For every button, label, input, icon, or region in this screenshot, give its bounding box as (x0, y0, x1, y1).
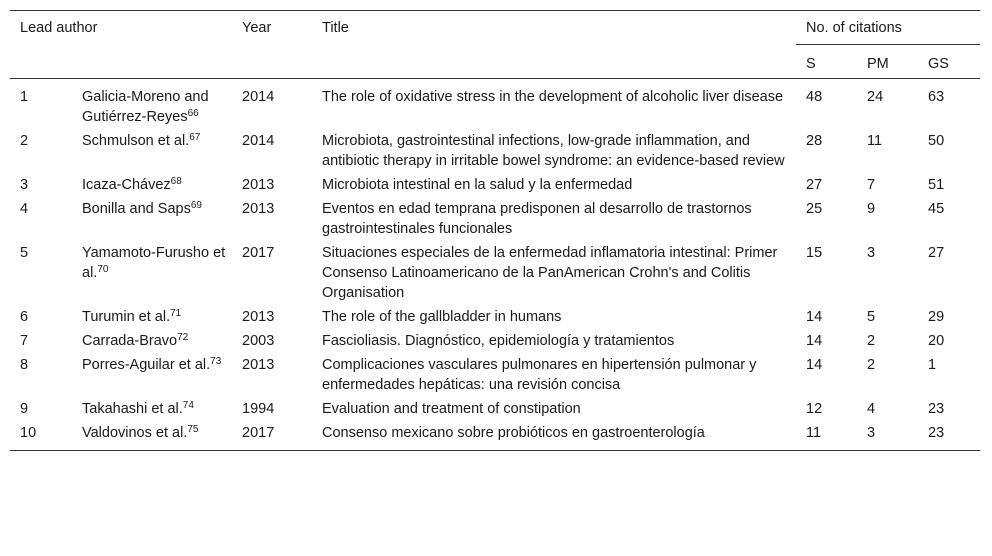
title-cell: Complicaciones vasculares pulmonares en hipertensión pulmonar y enfermedades hepáticas: una revisión concisa (322, 357, 757, 393)
header-lead-author: Lead author (10, 11, 232, 45)
header-citations: No. of citations (796, 11, 980, 45)
author-name: Icaza-Chávez (82, 177, 171, 193)
table-row (10, 353, 980, 397)
year-cell: 2013 (242, 201, 275, 217)
reference-number: 68 (170, 176, 182, 187)
author-cell (72, 329, 232, 353)
header-row-top (10, 11, 980, 45)
table-row (10, 329, 980, 353)
table-row (10, 197, 980, 241)
table-row (10, 421, 980, 451)
table-row (10, 397, 980, 421)
citations-table-container (10, 10, 980, 451)
year-cell: 2014 (242, 133, 275, 149)
gs-count-cell: 27 (928, 245, 945, 261)
reference-number: 70 (97, 264, 109, 275)
s-count-cell: 48 (806, 89, 823, 105)
citations-table (10, 10, 980, 451)
author-cell (72, 397, 232, 421)
year-cell: 2017 (242, 245, 275, 261)
pm-count-cell: 7 (867, 177, 876, 193)
header-gs: GS (918, 45, 980, 79)
header-s: S (796, 45, 857, 79)
s-count-cell: 25 (806, 201, 823, 217)
s-count-cell: 11 (796, 421, 857, 451)
pm-count-cell: 3 (857, 421, 918, 451)
year-cell: 2017 (232, 421, 312, 451)
author-cell (72, 129, 232, 173)
header-year: Year (232, 11, 312, 45)
title-cell: Evaluation and treatment of constipation (322, 401, 581, 417)
gs-count-cell: 50 (928, 133, 945, 149)
row-number: 7 (20, 333, 29, 349)
reference-number: 69 (190, 200, 202, 211)
s-count-cell: 14 (806, 309, 823, 325)
row-number: 10 (10, 421, 72, 451)
title-cell: Situaciones especiales de la enfermedad inflamatoria intestinal: Primer Consenso Latinoamericano de la PanAmerican Crohn's and Colitis Organisation (322, 245, 778, 301)
title-cell: The role of oxidative stress in the development of alcoholic liver disease (322, 89, 784, 105)
row-number: 1 (20, 89, 29, 105)
row-number: 9 (20, 401, 29, 417)
author-cell (72, 305, 232, 329)
gs-count-cell: 23 (928, 401, 945, 417)
gs-count-cell: 1 (928, 357, 937, 373)
s-count-cell: 28 (806, 133, 823, 149)
table-row (10, 241, 980, 305)
author-name: Galicia-Moreno and Gutiérrez-Reyes (82, 89, 209, 125)
header-title: Title (312, 11, 796, 45)
header-pm: PM (857, 45, 918, 79)
s-count-cell: 27 (806, 177, 823, 193)
pm-count-cell: 2 (867, 357, 876, 373)
reference-number: 67 (189, 132, 201, 143)
reference-number: 74 (182, 400, 194, 411)
row-number: 5 (20, 245, 29, 261)
author-cell (72, 421, 232, 451)
s-count-cell: 15 (806, 245, 823, 261)
gs-count-cell: 51 (928, 177, 945, 193)
title-cell: Eventos en edad temprana predisponen al desarrollo de trastornos gastrointestinales funcionales (322, 201, 752, 237)
table-row (10, 305, 980, 329)
pm-count-cell: 2 (867, 333, 876, 349)
s-count-cell: 14 (806, 333, 823, 349)
author-cell (72, 79, 232, 130)
row-number: 3 (20, 177, 29, 193)
title-cell: Microbiota intestinal en la salud y la enfermedad (322, 177, 633, 193)
reference-number: 75 (187, 424, 199, 435)
pm-count-cell: 5 (867, 309, 876, 325)
pm-count-cell: 9 (867, 201, 876, 217)
row-number: 2 (20, 133, 29, 149)
gs-count-cell: 20 (928, 333, 945, 349)
header-row-sub (10, 45, 980, 79)
table-row (10, 173, 980, 197)
author-cell (72, 173, 232, 197)
gs-count-cell: 23 (918, 421, 980, 451)
year-cell: 2014 (242, 89, 275, 105)
author-name: Carrada-Bravo (82, 333, 178, 349)
title-cell: Fascioliasis. Diagnóstico, epidemiología y tratamientos (322, 333, 675, 349)
pm-count-cell: 11 (867, 133, 883, 149)
reference-number: 73 (210, 356, 222, 367)
title-cell: The role of the gallbladder in humans (322, 309, 562, 325)
gs-count-cell: 29 (928, 309, 945, 325)
author-name: Schmulson et al. (82, 133, 190, 149)
gs-count-cell: 63 (928, 89, 945, 105)
year-cell: 2013 (242, 177, 275, 193)
row-number: 6 (20, 309, 29, 325)
author-cell (72, 241, 232, 305)
row-number: 8 (20, 357, 29, 373)
reference-number: 66 (187, 108, 199, 119)
reference-number: 72 (177, 332, 189, 343)
table-row (10, 129, 980, 173)
author-name: Valdovinos et al. (82, 425, 188, 441)
row-number: 4 (20, 201, 29, 217)
pm-count-cell: 4 (867, 401, 876, 417)
table-body (10, 79, 980, 451)
year-cell: 2003 (242, 333, 275, 349)
author-name: Yamamoto-Furusho et al. (82, 245, 226, 281)
author-name: Porres-Aguilar et al. (82, 357, 211, 373)
title-cell: Consenso mexicano sobre probióticos en gastroenterología (312, 421, 796, 451)
year-cell: 2013 (242, 309, 275, 325)
title-cell: Microbiota, gastrointestinal infections, low-grade inflammation, and antibiotic therapy in irritable bowel syndrome: an evidence-based review (322, 133, 785, 169)
author-name: Takahashi et al. (82, 401, 183, 417)
author-cell (72, 353, 232, 397)
author-cell (72, 197, 232, 241)
s-count-cell: 14 (806, 357, 823, 373)
pm-count-cell: 3 (867, 245, 876, 261)
table-row (10, 79, 980, 130)
year-cell: 2013 (242, 357, 275, 373)
pm-count-cell: 24 (867, 89, 884, 105)
year-cell: 1994 (242, 401, 275, 417)
reference-number: 71 (170, 308, 182, 319)
gs-count-cell: 45 (928, 201, 945, 217)
author-name: Bonilla and Saps (82, 201, 191, 217)
author-name: Turumin et al. (82, 309, 171, 325)
s-count-cell: 12 (806, 401, 823, 417)
